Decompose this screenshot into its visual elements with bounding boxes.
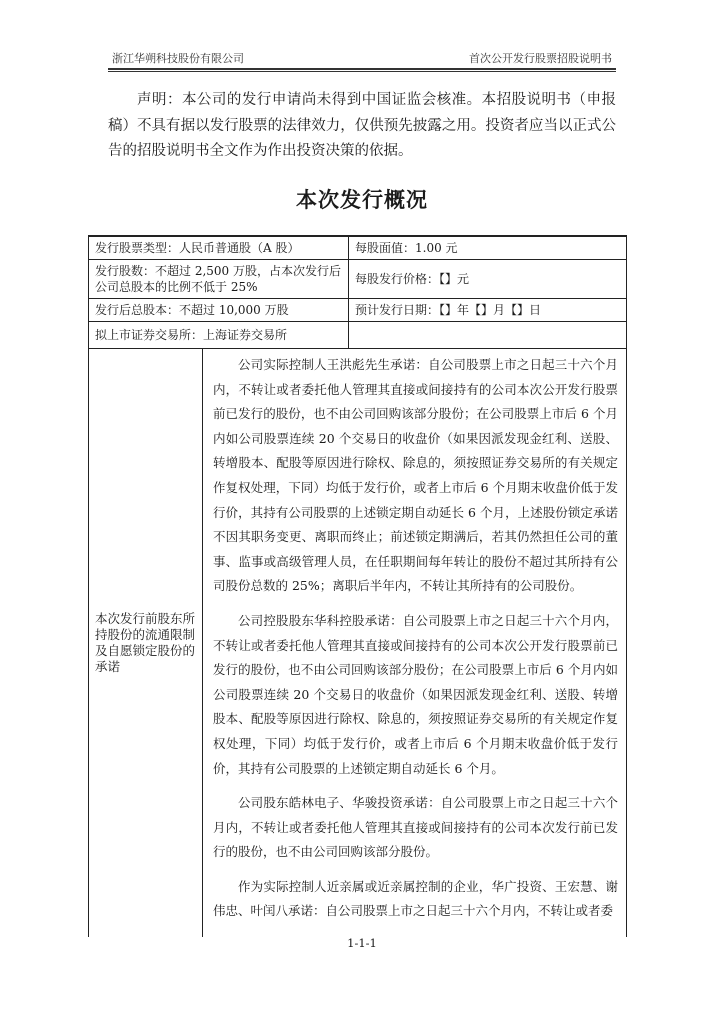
commitment-paragraph: 作为实际控制人近亲属或近亲属控制的企业，华广投资、王宏慧、谢伟忠、叶闰八承诺：自公司股票上市之日起三十六个月内，不转让或者委 xyxy=(213,878,619,919)
header-company-name: 浙江华朔科技股份有限公司 xyxy=(112,52,244,65)
declaration-paragraph: 声明：本公司的发行申请尚未得到中国证监会核准。本招股说明书（申报稿）不具有据以发行股票的法律效力，仅供预先披露之用。投资者应当以正式公告的招股说明书全文作为作出投资决策的依据。 xyxy=(108,92,616,159)
issue-date-cell: 预计发行日期：【】年【】月【】日 xyxy=(349,299,627,322)
par-value-cell: 每股面值：1.00 元 xyxy=(349,236,627,260)
commitment-label-cell: 本次发行前股东所持股份的流通限制及自愿锁定股份的承诺 xyxy=(89,349,203,938)
total-shares-cell: 发行后总股本：不超过 10,000 万股 xyxy=(89,299,349,322)
running-header xyxy=(108,50,616,68)
table-row xyxy=(89,349,627,938)
page-title: 本次发行概况 xyxy=(296,188,428,212)
commitment-paragraph: 公司控股股东华科控股承诺：自公司股票上市之日起三十六个月内，不转让或者委托他人管理其直接或间接持有的公司本次公开发行股票前已发行的股份，也不由公司回购该部分股份；在公司股票上市后 6 个月内如公司股票连续 20 个交易日的收盘价（如果因派发现金红利、送股、转增股本、配股等原因进行除权、除息的，须按照证券交易所的有关规定作复权处理，下同）均低于发行价，或者上市后 6 个月期末收盘价低于发行价，其持有公司股票的上述锁定期自动延长 6 个月。 xyxy=(213,612,619,776)
stock-type-cell: 发行股票类型：人民币普通股（A 股） xyxy=(89,236,349,260)
page-number: 1-1-1 xyxy=(347,936,377,950)
table-row xyxy=(89,260,627,299)
commitment-paragraph: 公司实际控制人王洪彪先生承诺：自公司股票上市之日起三十六个月内，不转让或者委托他人管理其直接或间接持有的公司本次公开发行股票前已发行的股份，也不由公司回购该部分股份；在公司股票上市后 6 个月内如公司股票连续 20 个交易日的收盘价（如果因派发现金红利、送股、转增股本、配股等原因进行除权、除息的，须按照证券交易所的有关规定作复权处理，下同）均低于发行价，或者上市后 6 个月期末收盘价低于发行价，其持有公司股票的上述锁定期自动延长 6 个月，上述股份锁定承诺不因其职务变更、离职而终止；前述锁定期满后，若其仍然担任公司的董事、监事或高级管理人员，在任职期间每年转让的股份不超过其所持有公司股份总数的 25%；离职后半年内，不转让其所持有的公司股份。 xyxy=(213,357,619,594)
offering-overview-table xyxy=(88,235,627,937)
issue-price-cell: 每股发行价格：【】元 xyxy=(349,260,627,299)
empty-cell xyxy=(349,322,627,349)
header-divider xyxy=(108,68,616,70)
header-divider-thin xyxy=(108,71,616,72)
commitments-cell xyxy=(203,349,627,938)
table-row xyxy=(89,299,627,322)
table-row xyxy=(89,322,627,349)
exchange-cell: 拟上市证券交易所：上海证券交易所 xyxy=(89,322,349,349)
share-count-cell: 发行股数：不超过 2,500 万股，占本次发行后公司总股本的比例不低于 25% xyxy=(89,260,349,299)
header-document-type: 首次公开发行股票招股说明书 xyxy=(469,52,612,65)
table-row xyxy=(89,236,627,260)
commitment-paragraph: 公司股东皓林电子、华骏投资承诺：自公司股票上市之日起三十六个月内，不转让或者委托他人管理其直接或间接持有的公司本次发行前已发行的股份，也不由公司回购该部分股份。 xyxy=(213,795,619,860)
